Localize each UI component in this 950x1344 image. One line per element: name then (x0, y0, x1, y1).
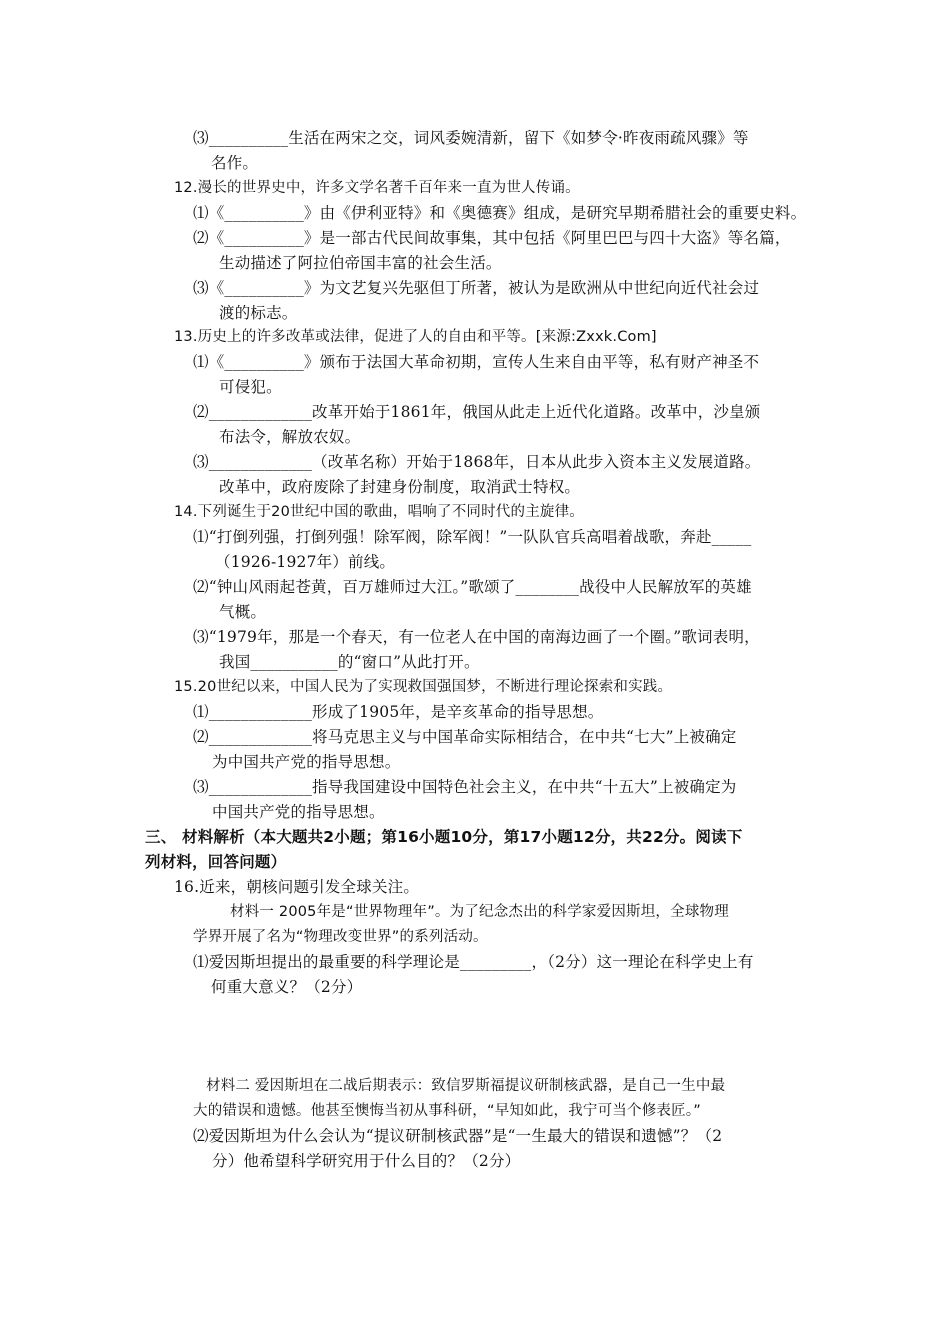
q16-2-line1: ⑵爱因斯坦为什么会认为“提议研制核武器”是“一生最大的错误和遗憾”？（2 (193, 1127, 723, 1145)
q15-1-line1: ⑴_____________形成了1905年，是辛亥革命的指导思想。 (193, 703, 604, 721)
q14-1-line2: （1926-1927年）前线。 (215, 553, 396, 571)
q13-2-line1: ⑵_____________改革开始于1861年，俄国从此走上近代化道路。改革中，沙皇颁 (193, 403, 761, 421)
material2-line2: 大的错误和遗憾。他甚至懊悔当初从事科研，“早知如此，我宁可当个修表匠。” (193, 1103, 701, 1119)
q14-3-line2: 我国___________的“窗口”从此打开。 (219, 653, 480, 671)
q12-3-line1: ⑶《__________》为文艺复兴先驱但丁所著，被认为是欧洲从中世纪向近代社会过 (193, 279, 760, 297)
q12-2-line1: ⑵《__________》是一部古代民间故事集，其中包括《阿里巴巴与四十大盗》等名篇， (193, 229, 791, 247)
q12-heading: 12.漫长的世界史中，许多文学名著千百年来一直为世人传诵。 (174, 180, 580, 196)
q16-1-line1: ⑴爱因斯坦提出的最重要的科学理论是_________，（2分）这一理论在科学史上有 (193, 953, 754, 971)
q11-3-line1: ⑶__________生活在两宋之交，词风委婉清新，留下《如梦令·昨夜雨疏风骤》等 (193, 129, 749, 147)
q13-1-line1: ⑴《__________》颁布于法国大革命初期，宣传人生来自由平等，私有财产神圣不 (193, 353, 760, 371)
material2-line1: 材料二 爱因斯坦在二战后期表示：致信罗斯福提议研制核武器，是自己一生中最 (206, 1078, 726, 1094)
q11-3-line2: 名作。 (211, 154, 259, 172)
q13-heading: 13.历史上的许多改革或法律，促进了人的自由和平等。[来源:Zxxk.Com] (174, 329, 657, 345)
q13-2-line2: 布法令，解放农奴。 (219, 428, 361, 446)
q16-heading: 16.近来，朝核问题引发全球关注。 (174, 878, 420, 896)
q15-heading: 15.20世纪以来，中国人民为了实现救国强国梦，不断进行理论探索和实践。 (174, 679, 673, 695)
q16-1-line2: 何重大意义？（2分） (211, 978, 363, 996)
q14-3-line1: ⑶“1979年，那是一个春天，有一位老人在中国的南海边画了一个圈。”歌词表明， (193, 628, 760, 646)
q14-2-line1: ⑵“钟山风雨起苍黄，百万雄师过大江。”歌颂了________战役中人民解放军的英雄 (193, 578, 752, 596)
q15-3-line1: ⑶_____________指导我国建设中国特色社会主义，在中共“十五大”上被确定为 (193, 778, 737, 796)
section3-heading-line1: 三、 材料解析（本大题共2小题；第16小题10分，第17小题12分，共22分。阅读下 (145, 828, 743, 846)
q15-3-line2: 中国共产党的指导思想。 (212, 803, 385, 821)
q16-2-line2: 分）他希望科学研究用于什么目的？（2分） (212, 1152, 521, 1170)
q15-2-line2: 为中国共产党的指导思想。 (212, 753, 401, 771)
material1-line2: 学界开展了名为“物理改变世界”的系列活动。 (193, 929, 488, 945)
section3-heading-line2: 列材料，回答问题） (145, 853, 287, 871)
q14-heading: 14.下列诞生于20世纪中国的歌曲，唱响了不同时代的主旋律。 (174, 504, 585, 520)
q13-3-line1: ⑶_____________（改革名称）开始于1868年，日本从此步入资本主义发展道路。 (193, 453, 761, 471)
material1-line1: 材料一 2005年是“世界物理年”。为了纪念杰出的科学家爱因斯坦，全球物理 (230, 904, 729, 920)
q15-2-line1: ⑵_____________将马克思主义与中国革命实际相结合，在中共“七大”上被确定 (193, 728, 737, 746)
q13-3-line2: 改革中，政府废除了封建身份制度，取消武士特权。 (219, 478, 581, 496)
q14-1-line1: ⑴“打倒列强，打倒列强！除军阀，除军阀！”一队队官兵高唱着战歌，奔赴_____ (193, 528, 752, 546)
q13-1-line2: 可侵犯。 (219, 378, 282, 396)
q12-2-line2: 生动描述了阿拉伯帝国丰富的社会生活。 (219, 254, 502, 272)
q12-3-line2: 渡的标志。 (219, 304, 298, 322)
q12-1-line1: ⑴《__________》由《伊利亚特》和《奥德赛》组成，是研究早期希腊社会的重要史料。 (193, 204, 807, 222)
q14-2-line2: 气概。 (219, 603, 267, 621)
